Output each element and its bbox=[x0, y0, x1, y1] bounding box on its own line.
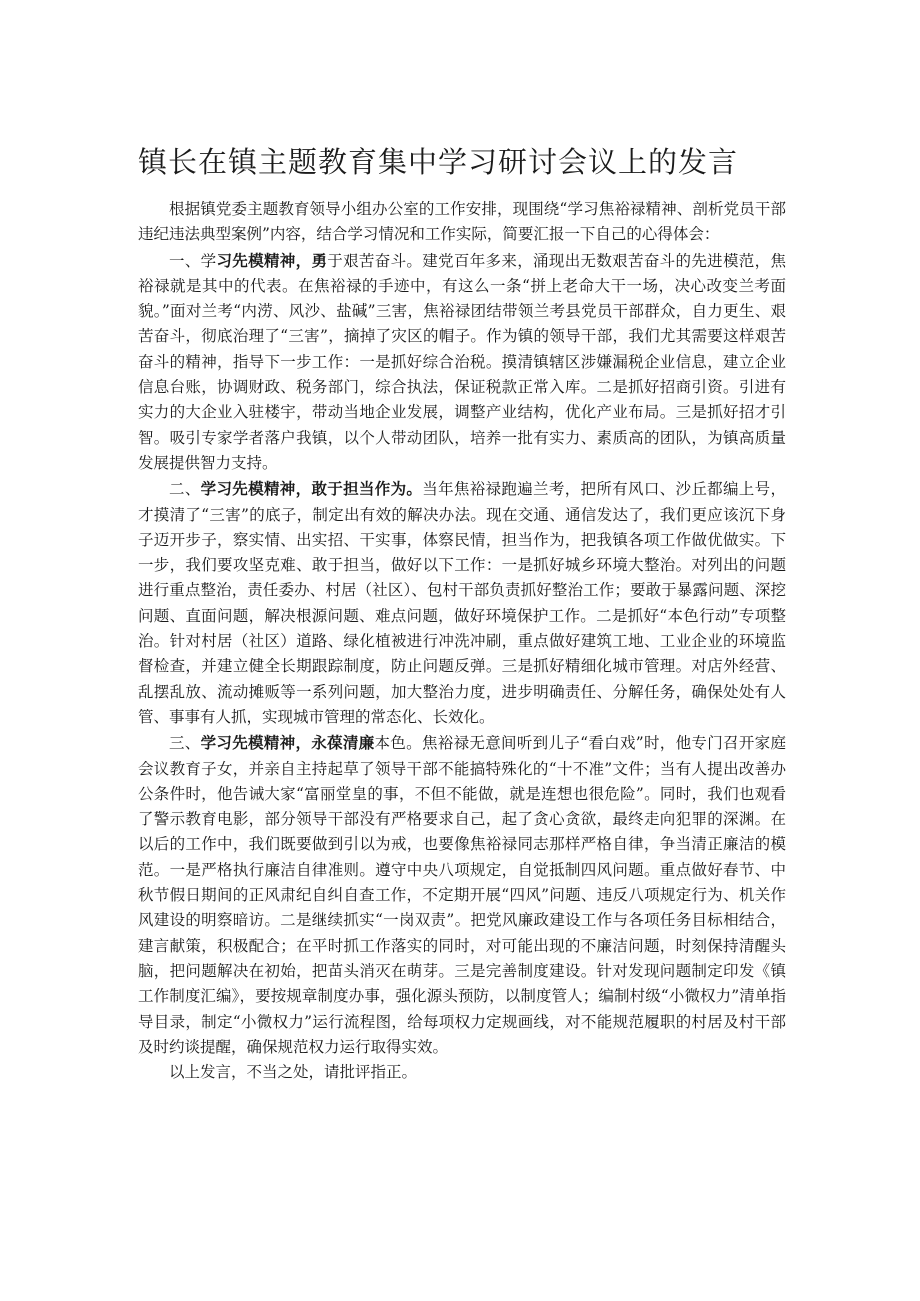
closing-paragraph: 以上发言，不当之处，请批评指正。 bbox=[169, 1063, 418, 1082]
intro-paragraph: 根据镇党委主题教育领导小组办公室的工作安排，现围绕“学习焦裕禄精神、剖析党员干部违纪违法典型案例”内容，结合学习情况和工作实际，简要汇报一下自己的心得体会： bbox=[138, 200, 786, 244]
section-1-text: 于艰苦奋斗。建党百年多来，涌现出无数艰苦奋斗的先进模范，焦裕禄就是其中的代表。在焦裕禄的手迹中，有这么一条“拼上老命大干一场，决心改变兰考面貌。”面对兰考“内涝、风沙、盐碱”三害，焦裕禄团结带领兰考县党员干部群众，自力更生、艰苦奋斗，彻底治理了“三害”，摘掉了灾区的帽子。作为镇的领导干部，我们尤其需要这样艰苦奋斗的精神，指导下一步工作：一是抓好综合治税。摸清镇辖区涉嫌漏税企业信息，建立企业信息台账，协调财政、税务部门，综合执法，保证税款正常入库。二是抓好招商引资。引进有实力的大企业入驻楼宇，带动当地企业发展，调整产业结构，优化产业布局。三是抓好招才引智。吸引专家学者落户我镇，以个人带动团队，培养一批有实力、素质高的团队，为镇高质量发展提供智力支持。 bbox=[138, 251, 786, 472]
section-2-paragraph bbox=[138, 476, 786, 730]
section-3-paragraph bbox=[138, 730, 786, 1060]
document-title: 镇长在镇主题教育集中学习研讨会议上的发言 bbox=[138, 145, 739, 179]
section-3-prefix: 三、 bbox=[169, 734, 201, 753]
section-3-heading: 学习先模精神，永葆清廉 bbox=[200, 733, 375, 753]
section-1-heading: 习先模精神，勇 bbox=[216, 250, 328, 270]
section-1-paragraph bbox=[138, 248, 786, 477]
section-1-prefix: 一、学 bbox=[169, 251, 217, 270]
section-3-text: 本色。焦裕禄无意间听到儿子“看白戏”时，他专门召开家庭会议教育子女，并亲自主持起草了领导干部不能搞特殊化的“十不准”文件；当有人提出改善办公条件时，他告诫大家“富丽堂皇的事，不但不能做，就是连想也很危险”。同时，我们也观看了警示教育电影，部分领导干部没有严格要求自己，起了贪心贪欲，最终走向犯罪的深渊。在以后的工作中，我们既要做到引以为戒，也要像焦裕禄同志那样严格自律，争当清正廉洁的模范。一是严格执行廉洁自律准则。遵守中央八项规定，自觉抵制四风问题。重点做好春节、中秋节假日期间的正风肃纪自纠自查工作，不定期开展“四风”问题、违反八项规定行为、机关作风建设的明察暗访。二是继续抓实“一岗双责”。把党风廉政建设工作与各项任务目标相结合，建言献策，积极配合；在平时抓工作落实的同时，对可能出现的不廉洁问题，时刻保持清醒头脑，把问题解决在初始，把苗头消灭在萌芽。三是完善制度建设。针对发现问题制定印发《镇工作制度汇编》，要按规章制度办事，强化源头预防，以制度管人；编制村级“小微权力”清单指导目录，制定“小微权力”运行流程图，给每项权力定规画线，对不能规范履职的村居及村干部及时约谈提醒，确保规范权力运行取得实效。 bbox=[138, 734, 786, 1056]
document-body bbox=[138, 197, 786, 1085]
section-2-prefix: 二、 bbox=[169, 480, 201, 499]
section-2-text: 当年焦裕禄跑遍兰考，把所有风口、沙丘都编上号，才摸清了“三害”的底子，制定出有效的解决办法。现在交通、通信发达了，我们更应该沉下身子迈开步子，察实情、出实招、干实事，体察民情，担当作为，把我镇各项工作做优做实。下一步，我们要攻坚克难、敢于担当，做好以下工作：一是抓好城乡环境大整治。对列出的问题进行重点整治，责任委办、村居（社区）、包村干部负责抓好整治工作；要敢于暴露问题、深挖问题、直面问题，解决根源问题、难点问题，做好环境保护工作。二是抓好“本色行动”专项整治。针对村居（社区）道路、绿化植被进行冲洗冲刷，重点做好建筑工地、工业企业的环境监督检查，并建立健全长期跟踪制度，防止问题反弹。三是抓好精细化城市管理。对店外经营、乱摆乱放、流动摊贩等一系列问题，加大整治力度，进步明确责任、分解任务，确保处处有人管、事事有人抓，实现城市管理的常态化、长效化。 bbox=[138, 480, 786, 726]
section-2-heading: 学习先模精神，敢于担当作为。 bbox=[200, 479, 423, 499]
